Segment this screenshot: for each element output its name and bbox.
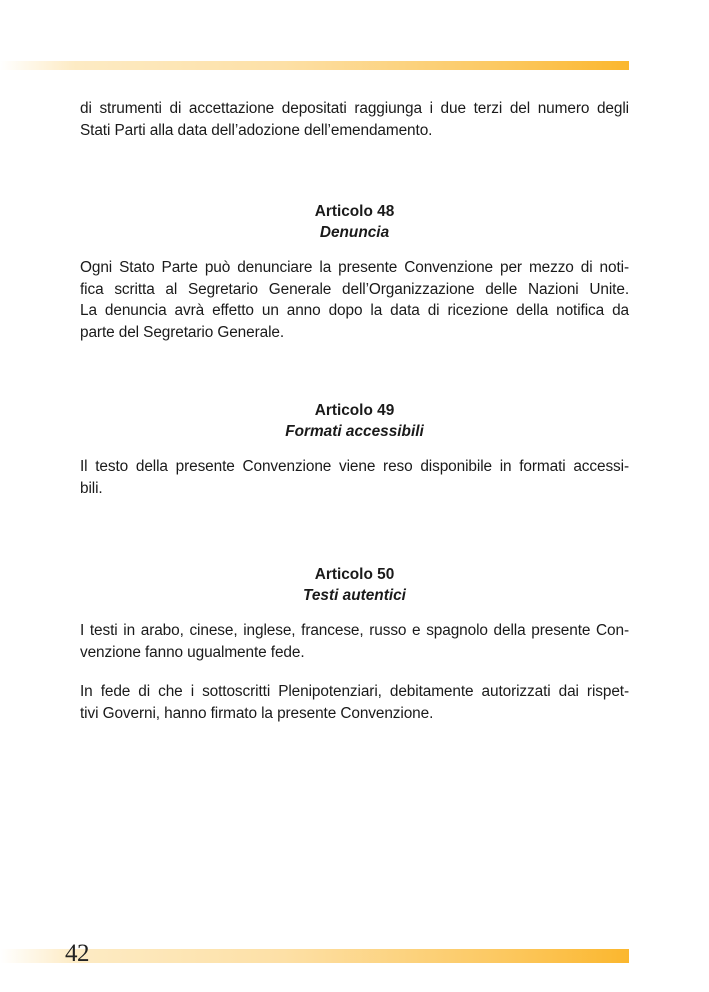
text-line: bili. xyxy=(80,479,103,497)
article-49 xyxy=(80,400,629,499)
article-paragraph xyxy=(80,620,629,663)
article-heading xyxy=(80,400,629,442)
article-paragraph xyxy=(80,681,629,724)
text-line: di strumenti di accettazione depositati raggiunga i due terzi del numero degli xyxy=(80,100,629,117)
article-heading xyxy=(80,564,629,606)
article-heading xyxy=(80,201,629,243)
article-50 xyxy=(80,564,629,724)
article-title: Testi autentici xyxy=(303,587,406,604)
text-line: fica scritta al Segretario Generale dell’Organizzazione delle Nazioni Unite. xyxy=(80,280,629,298)
article-number: Articolo 48 xyxy=(314,203,395,220)
text-line: I testi in arabo, cinese, inglese, francese, russo e spagnolo della presente Con- xyxy=(80,622,629,639)
article-title: Formati accessibili xyxy=(285,423,424,440)
article-title: Denuncia xyxy=(319,224,390,241)
article-paragraph xyxy=(80,456,629,499)
text-line: In fede di che i sottoscritti Plenipotenziari, debitamente autorizzati dai rispet- xyxy=(80,683,629,700)
text-line: venzione fanno ugualmente fede. xyxy=(80,643,305,661)
article-48 xyxy=(80,201,629,343)
text-line: tivi Governi, hanno firmato la presente Convenzione. xyxy=(80,704,434,722)
article-paragraph xyxy=(80,257,629,343)
article-number: Articolo 49 xyxy=(314,402,395,419)
text-line: Ogni Stato Parte può denunciare la presente Convenzione per mezzo di noti- xyxy=(80,259,629,276)
article-number: Articolo 50 xyxy=(314,566,395,583)
text-line: parte del Segretario Generale. xyxy=(80,323,285,341)
footer-accent-bar xyxy=(0,949,629,963)
page-number: 42 xyxy=(65,940,89,967)
text-line: La denuncia avrà effetto un anno dopo la data di ricezione della notifica da xyxy=(80,302,629,319)
text-line: Il testo della presente Convenzione viene reso disponibile in formati accessi- xyxy=(80,458,629,475)
header-accent-bar xyxy=(0,61,629,70)
intro-paragraph xyxy=(80,98,629,141)
text-line: Stati Parti alla data dell’adozione dell’emendamento. xyxy=(80,121,433,139)
